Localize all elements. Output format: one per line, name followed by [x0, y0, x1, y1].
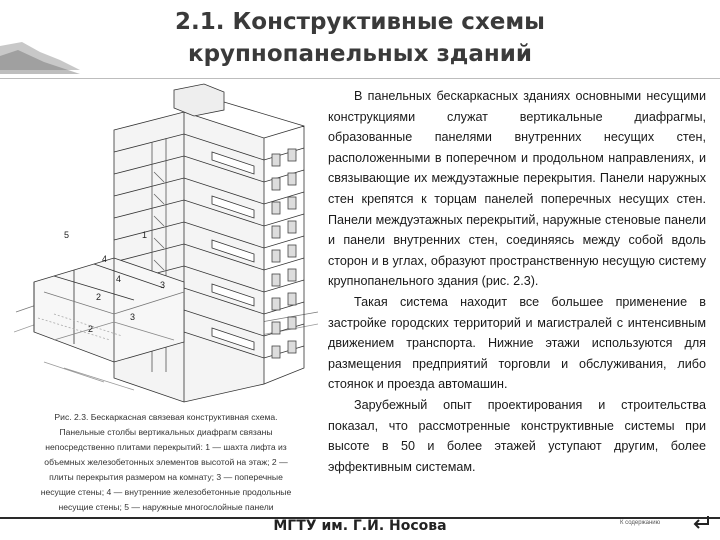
figure-caption	[14, 410, 318, 515]
figure-label: 1	[142, 230, 148, 240]
figure-label: 4	[102, 254, 108, 264]
figure-label: 3	[160, 280, 166, 290]
caption-line: плиты перекрытия размером на комнату; 3 — поперечные	[49, 472, 283, 482]
caption-line: Панельные столбы вертикальных диафрагм связаны	[59, 427, 273, 437]
caption-line: Рис. 2.3. Бескаркасная связевая конструктивная схема.	[54, 412, 278, 422]
body-paragraph: Зарубежный опыт проектирования и строительства показал, что рассмотренные конструктивные системы при высоте в 50 и более этажей уступают другим, более эффективным системам.	[328, 397, 706, 474]
body-text	[328, 86, 706, 477]
return-arrow-icon	[690, 510, 714, 534]
building-diagram	[14, 82, 318, 407]
slide-title-line-2: крупнопанельных зданий	[187, 41, 533, 67]
slide-title-line-1: 2.1. Конструктивные схемы	[175, 9, 545, 35]
caption-line: непосредственно плитами перекрытий: 1 — шахта лифта из	[45, 442, 287, 452]
figure-label: 4	[116, 274, 122, 284]
building-diagram-svg	[14, 82, 318, 407]
slide-title	[120, 6, 600, 70]
caption-line: объемных железобетонных элементов высотой на этаж; 2 —	[44, 457, 288, 467]
title-divider	[0, 78, 720, 79]
decorative-corner	[0, 40, 80, 74]
back-button[interactable]	[690, 510, 714, 534]
body-paragraph: Такая система находит все большее применение в застройке городских территорий и магистралей с интенсивным движением транспорта. Нижние этажи используются для размещения предприятий торговли и обслуживания, либо стоянок и проезда автомашин.	[328, 294, 706, 392]
caption-line: несущие стены; 4 — внутренние железобетонные продольные	[40, 487, 292, 497]
figure-label: 5	[64, 230, 70, 240]
body-paragraph: В панельных бескаркасных зданиях основными несущими конструкциями служат вертикальные диафрагмы, образованные панелями внутренних несущих стен, расположенными в поперечном и продольном направлениях, и связывающие их междуэтажные перекрытия. Панели наружных стен крепятся к торцам панелей поперечных несущих стен. Панели междуэтажных перекрытий, наружные стеновые панели и панели внутренних стен, соединяясь между собой вдоль сторон и в углах, образуют пространственную несущую систему крупнопанельного здания (рис. 2.3).	[328, 89, 706, 289]
figure-label: 2	[96, 292, 102, 302]
figure-label: 3	[130, 312, 136, 322]
figure-label: 2	[88, 324, 94, 334]
toc-link[interactable]: К содержанию	[620, 520, 661, 526]
footer-institution: МГТУ им. Г.И. Носова	[273, 518, 447, 534]
caption-line: несущие стены; 5 — наружные многослойные панели	[58, 502, 274, 512]
